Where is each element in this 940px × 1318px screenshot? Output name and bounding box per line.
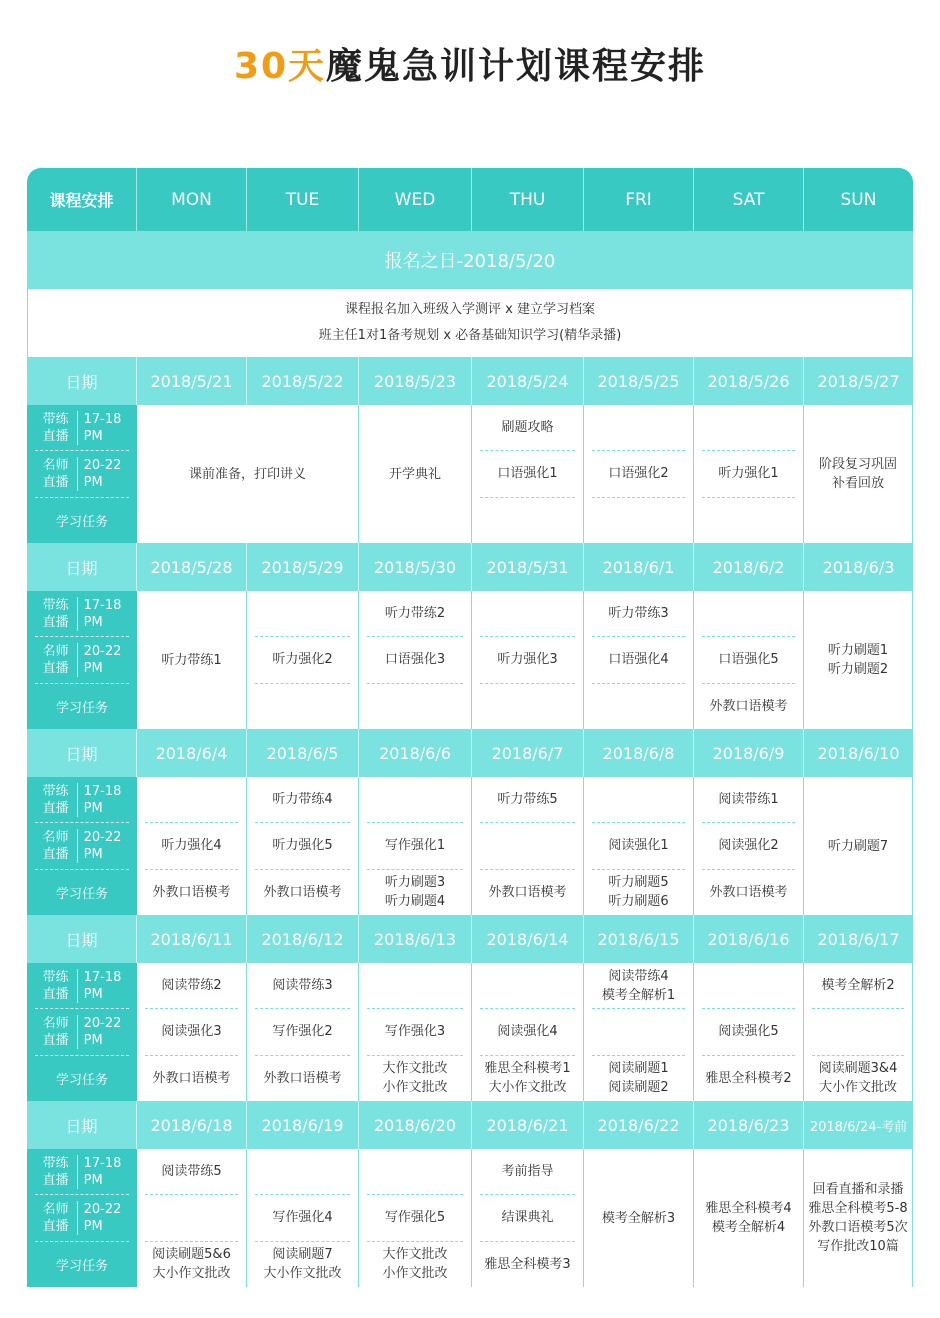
day-slot: 口语强化4 [592, 637, 685, 683]
day-slot [145, 777, 238, 823]
day-slot: 阅读带练5 [145, 1149, 238, 1195]
day-cell [804, 963, 913, 1101]
date-cell: 2018/5/29 [247, 543, 359, 591]
day-cell [472, 963, 584, 1101]
study-task-row [35, 1242, 129, 1287]
week-body [27, 405, 913, 543]
date-cell: 2018/6/21 [472, 1101, 584, 1149]
day-slot [480, 591, 575, 637]
day-slot: 模考全解析2 [812, 963, 904, 1009]
teacher-live-row [35, 637, 129, 683]
day-slots [472, 777, 583, 915]
date-cell: 2018/6/12 [247, 915, 359, 963]
study-task-row [35, 870, 129, 915]
day-cell [472, 777, 584, 915]
day-slots [694, 591, 803, 729]
live-drill-row [35, 405, 129, 451]
day-slot [592, 405, 685, 451]
date-cell: 2018/6/20 [359, 1101, 472, 1149]
date-cell: 2018/6/19 [247, 1101, 359, 1149]
day-slots [359, 1149, 471, 1287]
teacher-live-row [35, 1009, 129, 1055]
day-cell [359, 777, 472, 915]
day-slot: 外教口语模考 [263, 1070, 342, 1086]
day-slot: 听力强化1 [702, 451, 795, 497]
day-slot: 听力带练4 [255, 777, 350, 823]
date-cell: 2018/6/10 [817, 743, 900, 763]
study-task-label: 学习任务 [55, 886, 108, 902]
teacher-live-time: 20-22 PM [83, 643, 122, 676]
date-cell: 2018/5/31 [472, 543, 584, 591]
date-cell: 2018/6/17 [817, 929, 900, 949]
intro-block [27, 289, 913, 357]
day-slot: 阅读强化5 [702, 1009, 795, 1055]
date-cell: 2018/5/28 [137, 543, 247, 591]
day-merged-text: 雅思全科模考4 模考全解析4 [705, 1201, 792, 1235]
date-cell: 2018/6/15 [584, 915, 694, 963]
date-cell: 2018/6/2 [694, 543, 804, 591]
day-cell [584, 405, 694, 543]
teacher-live-row [35, 823, 129, 869]
day-slot: 雅思全科模考3 [484, 1256, 571, 1272]
day-slots [584, 963, 693, 1101]
day-slot [592, 777, 685, 823]
week-body [27, 777, 913, 915]
day-slot: 听力强化2 [255, 637, 350, 683]
day-slot [592, 684, 685, 729]
day-slots [472, 405, 583, 543]
date-cell: 2018/5/21 [137, 357, 247, 405]
live-drill-time: 17-18 PM [83, 411, 122, 444]
day-cell [359, 963, 472, 1101]
date-cell: 2018/6/16 [694, 915, 804, 963]
day-slots [359, 591, 471, 729]
day-slot: 听力带练2 [367, 591, 463, 637]
registration-banner: 报名之日-2018/5/20 [27, 231, 913, 289]
day-slots [247, 963, 358, 1101]
live-drill-row [35, 591, 129, 637]
study-task-label: 学习任务 [55, 1258, 108, 1274]
day-slots [247, 777, 358, 915]
date-cell: 2018/5/25 [584, 357, 694, 405]
day-cell [359, 591, 472, 729]
day-slot: 听力强化4 [145, 823, 238, 869]
day-slot: 阅读强化2 [702, 823, 795, 869]
day-slot: 外教口语模考 [709, 884, 788, 900]
day-slot [480, 963, 575, 1009]
day-slot: 口语强化1 [480, 451, 575, 497]
day-merged-text: 回看直播和录播 雅思全科模考5-8 外教口语模考5次 写作批改10篇 [808, 1182, 908, 1254]
left-label-column [27, 1149, 137, 1287]
day-slot: 外教口语模考 [152, 884, 231, 900]
weeks-container [27, 357, 913, 1287]
header-thu: THU [472, 168, 584, 231]
header-fri: FRI [584, 168, 694, 231]
day-slot: 听力强化5 [255, 823, 350, 869]
day-slot: 阅读带练2 [145, 963, 238, 1009]
date-cell: 2018/6/23 [694, 1101, 804, 1149]
header-tue: TUE [247, 168, 359, 231]
week-body [27, 591, 913, 729]
day-slot: 外教口语模考 [709, 698, 788, 714]
day-slot: 结课典礼 [480, 1195, 575, 1241]
day-cell [137, 777, 247, 915]
day-slot [145, 1195, 238, 1241]
teacher-live-time: 20-22 PM [83, 829, 122, 862]
study-task-row [35, 498, 129, 543]
live-drill-time: 17-18 PM [83, 597, 122, 630]
live-drill-row [35, 1149, 129, 1195]
day-slot: 考前指导 [480, 1149, 575, 1195]
date-cell: 2018/6/11 [137, 915, 247, 963]
day-slots [584, 777, 693, 915]
live-drill-label: 带练 直播 [43, 1155, 78, 1189]
day-cell [694, 963, 804, 1101]
date-label: 日期 [27, 543, 137, 591]
header-sun: SUN [840, 189, 877, 210]
date-cell: 2018/5/23 [359, 357, 472, 405]
day-slot: 写作强化2 [255, 1009, 350, 1055]
day-cell [359, 405, 472, 543]
date-cell: 2018/6/8 [584, 729, 694, 777]
day-slots [137, 963, 246, 1101]
date-cell: 2018/6/18 [137, 1101, 247, 1149]
live-drill-label: 带练 直播 [43, 597, 78, 631]
day-cell [584, 963, 694, 1101]
day-slots [247, 591, 358, 729]
date-row [27, 543, 913, 591]
date-row [27, 1101, 913, 1149]
header-sat: SAT [694, 168, 804, 231]
day-slot [367, 684, 463, 729]
week-body [27, 963, 913, 1101]
day-slot: 口语强化2 [592, 451, 685, 497]
day-cell [584, 591, 694, 729]
day-slot [702, 963, 795, 1009]
day-slot [812, 1009, 904, 1055]
day-slot: 阅读带练1 [702, 777, 795, 823]
teacher-live-label: 名师 直播 [43, 1201, 78, 1235]
date-cell: 2018/6/14 [472, 915, 584, 963]
day-slot [702, 498, 795, 543]
day-slot: 听力带练5 [480, 777, 575, 823]
date-cell: 2018/5/27 [817, 371, 900, 391]
teacher-live-label: 名师 直播 [43, 1015, 78, 1049]
day-slot: 写作强化4 [255, 1195, 350, 1241]
header-row [27, 168, 913, 231]
day-slot: 阅读强化1 [592, 823, 685, 869]
day-slot [592, 1009, 685, 1055]
day-merged-text: 阶段复习巩固 补看回放 [818, 457, 897, 491]
left-label-column [27, 591, 137, 729]
live-drill-row [35, 963, 129, 1009]
day-slot: 听力刷题5 听力刷题6 [608, 875, 669, 910]
day-slot: 阅读刷题3&4 大小作文批改 [818, 1061, 898, 1096]
study-task-row [35, 684, 129, 729]
day-slot: 外教口语模考 [488, 884, 567, 900]
day-cell [472, 405, 584, 543]
day-cell [137, 963, 247, 1101]
day-slots [694, 963, 803, 1101]
day-slot [367, 777, 463, 823]
intro-line-1: 课程报名加入班级入学测评 x 建立学习档案 [345, 302, 595, 317]
date-row [27, 729, 913, 777]
day-slot [255, 591, 350, 637]
teacher-live-time: 20-22 PM [83, 1201, 122, 1234]
schedule-table [27, 168, 913, 1287]
teacher-live-label: 名师 直播 [43, 457, 78, 491]
week-body [27, 1149, 913, 1287]
day-cell [584, 777, 694, 915]
day-slot [255, 684, 350, 729]
day-cell [472, 591, 584, 729]
day-cell [247, 777, 359, 915]
day-cell [472, 1149, 584, 1287]
day-cell [584, 1149, 694, 1287]
study-task-label: 学习任务 [55, 514, 108, 530]
date-cell: 2018/6/22 [584, 1101, 694, 1149]
day-slot: 听力强化3 [480, 637, 575, 683]
live-drill-row [35, 777, 129, 823]
date-cell: 2018/6/3 [822, 557, 895, 577]
day-cell [804, 405, 913, 543]
date-row [27, 915, 913, 963]
day-merged-text: 开学典礼 [388, 466, 441, 482]
day-slot: 刷题攻略 [480, 405, 575, 451]
day-slots [137, 777, 246, 915]
day-slots [804, 963, 912, 1101]
day-slot [480, 684, 575, 729]
teacher-live-row [35, 451, 129, 497]
day-slots [359, 777, 471, 915]
day-cell [247, 591, 359, 729]
teacher-live-time: 20-22 PM [83, 457, 122, 490]
day-slots [472, 963, 583, 1101]
day-slot [702, 591, 795, 637]
day-slots [694, 405, 803, 543]
day-slot: 阅读带练3 [255, 963, 350, 1009]
day-slot: 听力刷题3 听力刷题4 [384, 875, 446, 910]
live-drill-time: 17-18 PM [83, 969, 122, 1002]
day-slot: 听力带练3 [592, 591, 685, 637]
day-slots [472, 591, 583, 729]
day-slot: 外教口语模考 [152, 1070, 231, 1086]
teacher-live-label: 名师 直播 [43, 643, 78, 677]
day-merged-text: 课前准备，打印讲义 [188, 466, 306, 482]
header-mon: MON [137, 168, 247, 231]
day-slot [702, 405, 795, 451]
day-slot: 外教口语模考 [263, 884, 342, 900]
date-cell: 2018/6/9 [694, 729, 804, 777]
date-cell: 2018/6/7 [472, 729, 584, 777]
day-cell [694, 405, 804, 543]
date-cell: 2018/6/6 [359, 729, 472, 777]
day-cell [359, 1149, 472, 1287]
day-cell [137, 1149, 247, 1287]
study-task-label: 学习任务 [55, 1072, 108, 1088]
day-merged-text: 模考全解析3 [601, 1210, 676, 1226]
day-slot: 阅读强化4 [480, 1009, 575, 1055]
teacher-live-time: 20-22 PM [83, 1015, 122, 1048]
date-row [27, 357, 913, 405]
teacher-live-row [35, 1195, 129, 1241]
date-cell: 2018/6/4 [137, 729, 247, 777]
live-drill-label: 带练 直播 [43, 783, 78, 817]
day-cell [804, 777, 913, 915]
date-cell: 2018/6/13 [359, 915, 472, 963]
date-cell: 2018/5/30 [359, 543, 472, 591]
day-cell [694, 777, 804, 915]
day-slot: 大作文批改 小作文批改 [382, 1061, 448, 1096]
study-task-row [35, 1056, 129, 1101]
day-cell [804, 1149, 913, 1287]
day-slot: 写作强化1 [367, 823, 463, 869]
day-slots [359, 963, 471, 1101]
day-slot: 雅思全科模考2 [705, 1070, 792, 1086]
left-label-column [27, 777, 137, 915]
teacher-live-label: 名师 直播 [43, 829, 78, 863]
header-course-schedule: 课程安排 [27, 168, 137, 231]
day-slot: 口语强化3 [367, 637, 463, 683]
date-label: 日期 [27, 357, 137, 405]
date-cell: 2018/6/24-考前 [809, 1119, 908, 1135]
day-slots [137, 1149, 246, 1287]
day-slot: 口语强化5 [702, 637, 795, 683]
day-slots [584, 591, 693, 729]
day-slots [694, 777, 803, 915]
page-title [0, 38, 940, 89]
day-slot: 雅思全科模考1 大小作文批改 [484, 1061, 571, 1096]
day-merged-text: 听力刷题1 听力刷题2 [827, 643, 889, 677]
date-cell: 2018/5/26 [694, 357, 804, 405]
title-rest: 魔鬼急训计划课程安排 [326, 46, 707, 87]
day-slots [584, 405, 693, 543]
intro-line-2: 班主任1对1备考规划 x 必备基础知识学习(精华录播) [318, 328, 622, 343]
header-wed: WED [359, 168, 472, 231]
date-cell: 2018/5/22 [247, 357, 359, 405]
day-slot: 阅读强化3 [145, 1009, 238, 1055]
live-drill-label: 带练 直播 [43, 969, 78, 1003]
study-task-label: 学习任务 [55, 700, 108, 716]
date-cell: 2018/6/5 [247, 729, 359, 777]
day-slot: 写作强化3 [367, 1009, 463, 1055]
day-cell [804, 591, 913, 729]
day-slot: 阅读刷题5&6 大小作文批改 [152, 1247, 231, 1282]
day-slot: 阅读刷题1 阅读刷题2 [608, 1061, 669, 1096]
live-drill-time: 17-18 PM [83, 1155, 122, 1188]
day-slot [255, 1149, 350, 1195]
day-cell [247, 1149, 359, 1287]
day-cell [137, 591, 247, 729]
day-cell [137, 405, 359, 543]
day-slot [480, 498, 575, 543]
day-merged-text: 听力刷题7 [827, 838, 889, 854]
day-slot [480, 823, 575, 869]
day-cell [247, 963, 359, 1101]
day-slot: 阅读带练4 模考全解析1 [592, 963, 685, 1009]
date-cell: 2018/6/1 [584, 543, 694, 591]
day-slot [367, 1149, 463, 1195]
day-slot [592, 498, 685, 543]
day-cell [694, 591, 804, 729]
date-cell: 2018/5/24 [472, 357, 584, 405]
date-label: 日期 [27, 915, 137, 963]
left-label-column [27, 405, 137, 543]
day-slot: 写作强化5 [367, 1195, 463, 1241]
day-slot: 阅读刷题7 大小作文批改 [263, 1247, 342, 1282]
left-label-column [27, 963, 137, 1101]
live-drill-label: 带练 直播 [43, 411, 78, 445]
live-drill-time: 17-18 PM [83, 783, 122, 816]
day-slots [247, 1149, 358, 1287]
date-label: 日期 [27, 1101, 137, 1149]
day-slots [472, 1149, 583, 1287]
day-slot: 大作文批改 小作文批改 [382, 1247, 448, 1282]
day-merged-text: 听力带练1 [161, 652, 222, 668]
title-accent: 30天 [233, 46, 327, 87]
day-cell [694, 1149, 804, 1287]
date-label: 日期 [27, 729, 137, 777]
day-slot [367, 963, 463, 1009]
